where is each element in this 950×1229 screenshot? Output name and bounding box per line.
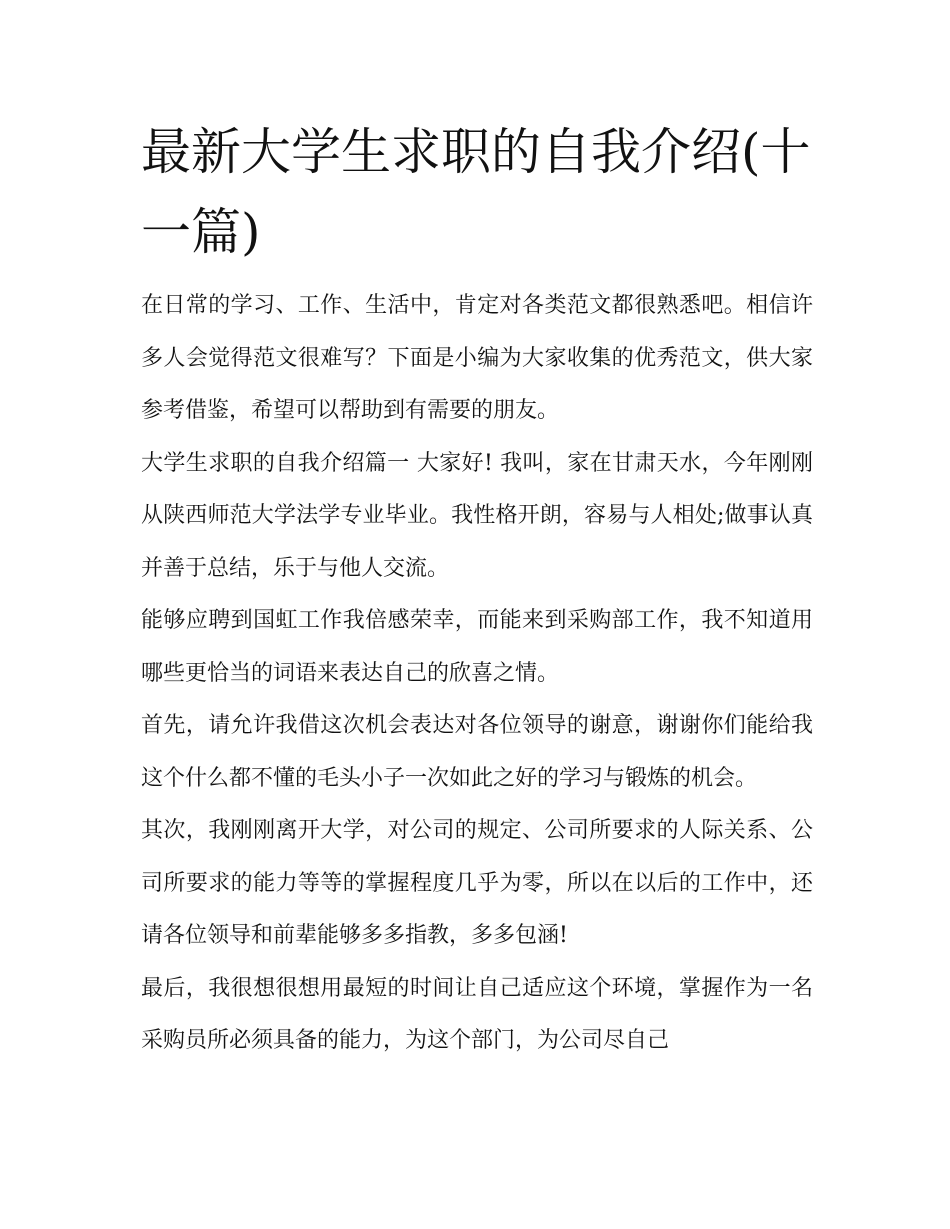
document-body xyxy=(141,280,813,1068)
paragraph-self-intro: 大学生求职的自我介绍篇一 大家好! 我叫，家在甘肃天水，今年刚刚从陕西师范大学法学专业毕业。我性格开朗，容易与人相处;做事认真并善于总结，乐于与他人交流。 xyxy=(141,450,813,581)
paragraph-second: 其次，我刚刚离开大学，对公司的规定、公司所要求的人际关系、公司所要求的能力等等的掌握程度几乎为零，所以在以后的工作中，还请各位领导和前辈能够多多指教，多多包涵! xyxy=(141,818,813,948)
document-content xyxy=(141,112,813,1068)
paragraph-gratitude: 能够应聘到国虹工作我倍感荣幸，而能来到采购部工作，我不知道用哪些更恰当的词语来表达自己的欣喜之情。 xyxy=(141,608,813,686)
document-title: 最新大学生求职的自我介绍(十一篇) xyxy=(141,123,811,261)
paragraph-intro: 在日常的学习、工作、生活中，肯定对各类范文都很熟悉吧。相信许多人会觉得范文很难写？下面是小编为大家收集的优秀范文，供大家参考借鉴，希望可以帮助到有需要的朋友。 xyxy=(141,293,813,423)
paragraph-first: 首先，请允许我借这次机会表达对各位领导的谢意，谢谢你们能给我这个什么都不懂的毛头小子一次如此之好的学习与锻炼的机会。 xyxy=(141,713,813,791)
paragraph-last: 最后，我很想很想用最短的时间让自己适应这个环境，掌握作为一名采购员所必须具备的能力，为这个部门，为公司尽自己 xyxy=(141,975,813,1053)
